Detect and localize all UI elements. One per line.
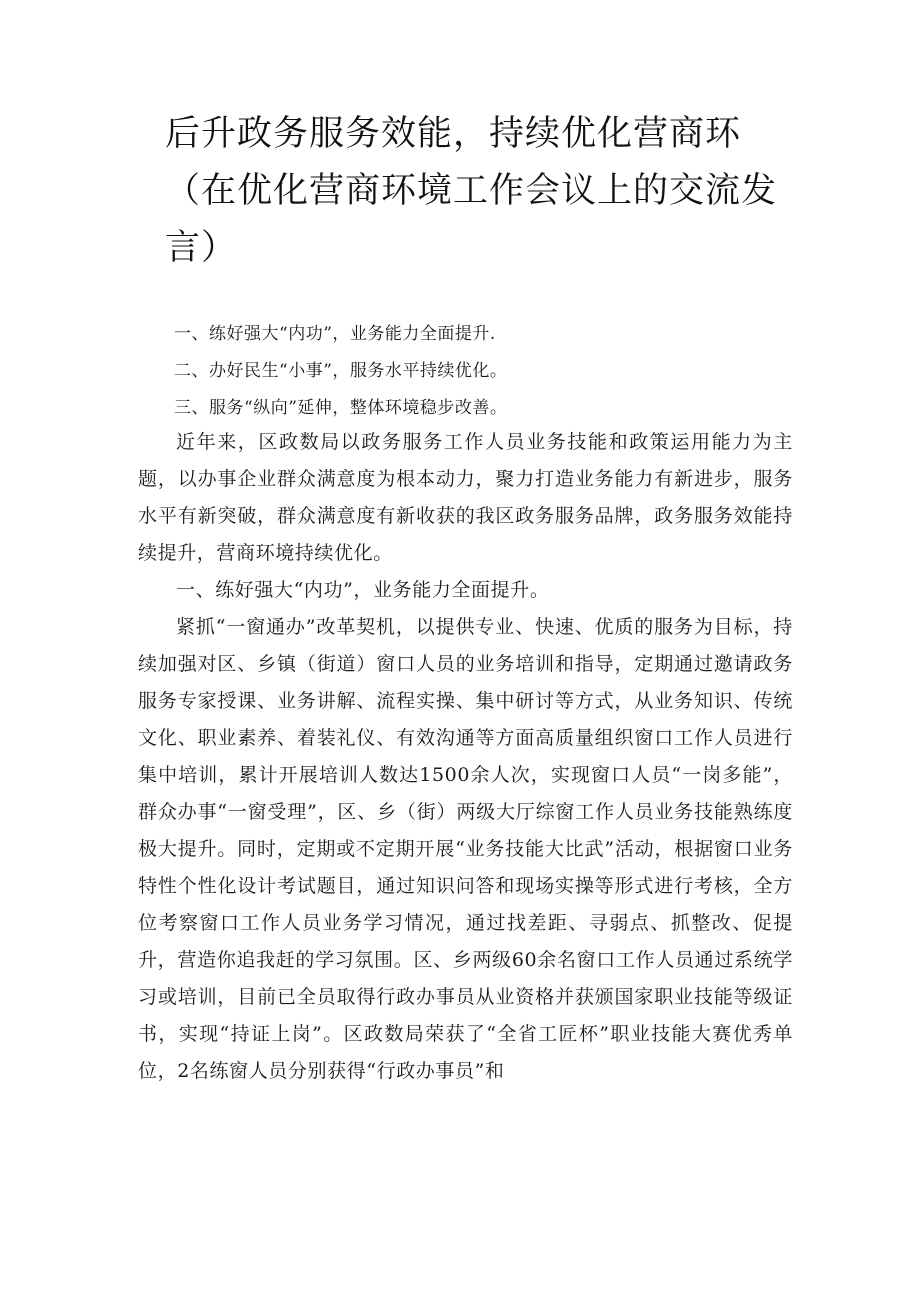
outline-item-1: 一、练好强大“内功”，业务能力全面提升. — [174, 324, 496, 344]
paragraph-section-1: 紧抓“一窗通办”改革契机，以提供专业、快速、优质的服务为目标，持续加强对区、乡镇（街道）窗口人员的业务培训和指导，定期通过邀请政务服务专家授课、业务讲解、流程实操、集中研讨等方式，从业务知识、传统文化、职业素养、着装礼仪、有效沟通等方面高质量组织窗口工作人员进行集中培训，累计开展培训人数达1500余人次，实现窗口人员“一岗多能”，群众办事“一窗受理”，区、乡（街）两级大厅综窗工作人员业务技能熟练度极大提升。同时，定期或不定期开展“业务技能大比武”活动，根据窗口业务特性个性化设计考试题目，通过知识问答和现场实操等形式进行考核，全方位考察窗口工作人员业务学习情况，通过找差距、寻弱点、抓整改、促提升，营造你追我赶的学习氛围。区、乡两级60余名窗口工作人员通过系统学习或培训，目前已全员取得行政办事员从业资格并获颁国家职业技能等级证书，实现“持证上岗”。区政数局荣获了“全省工匠杯”职业技能大赛优秀单位，2名练窗人员分别获得“行政办事员”和 — [138, 616, 793, 1082]
outline-list — [174, 316, 834, 427]
paragraph-intro: 近年来，区政数局以政务服务工作人员业务技能和政策运用能力为主题，以办事企业群众满意度为根本动力，聚力打造业务能力有新进步，服务水平有新突破，群众满意度有新收获的我区政务服务品牌，政务服务效能持续提升，营商环境持续优化。 — [138, 431, 793, 564]
outline-item-2: 二、办好民生“小事”，服务水平持续优化。 — [174, 361, 508, 381]
body-text — [138, 424, 793, 1090]
outline-item-3: 三、服务“纵向”延伸，整体环境稳步改善。 — [174, 398, 508, 418]
document-title: 后升政务服务效能，持续优化营商环（在优化营商环境工作会议上的交流发言） — [165, 114, 778, 268]
section-heading-1: 一、练好强大“内功”，业务能力全面提升。 — [176, 579, 550, 601]
